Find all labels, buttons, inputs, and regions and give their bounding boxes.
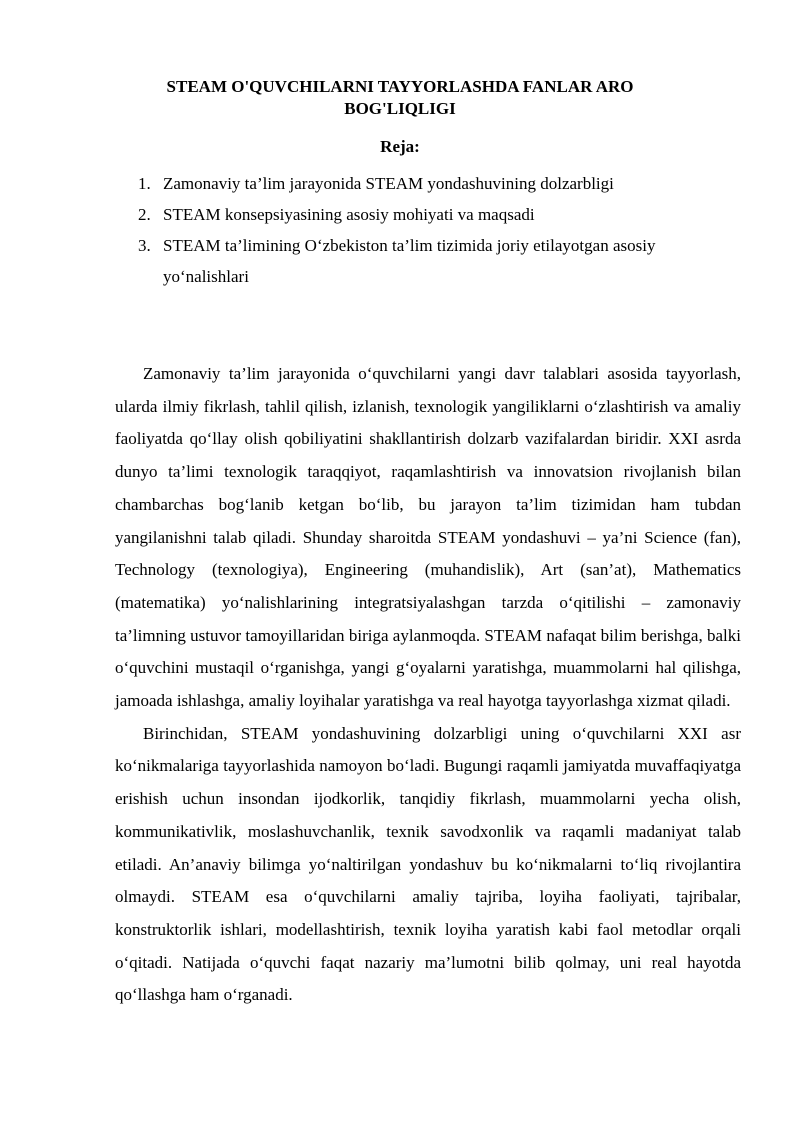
plan-item-text: Zamonaviy ta’lim jarayonida STEAM yondashuvining dolzarbligi bbox=[163, 174, 614, 193]
document-title: STEAM O'QUVCHILARNI TAYYORLASHDA FANLAR ARO BOG'LIQLIGI bbox=[166, 77, 634, 118]
body-paragraph: Zamonaviy ta’lim jarayonida o‘quvchilarni yangi davr talablari asosida tayyorlash, ularda ilmiy fikrlash, tahlil qilish, izlanish, texnologik yangiliklarni o‘zlashtirish va amaliy faoliyatda qo‘llay olish qobiliyatini shakllantirish dolzarb vazifalardan biridir. XXI asrda dunyo ta’limi texnologik taraqqiyot, raqamlashtirish va innovatsion rivojlanish bilan chambarchas bog‘lanib ketgan bo‘lib, bu jarayon ta’lim tizimidan ham tubdan yangilanishni talab qiladi. Shunday sharoitda STEAM yondashuvi – ya’ni Science (fan), Technology (texnologiya), Engineering (muhandislik), Art (san’at), Mathematics (matematika) yo‘nalishlarining integratsiyalashgan tarzda o‘qitilishi – zamonaviy ta’limning ustuvor tamoyillaridan biriga aylanmoqda. STEAM nafaqat bilim berishga, balki o‘quvchini mustaqil o‘rganishga, yangi g‘oyalarni yaratishga, muammolarni hal qilishga, jamoada ishlashga, amaliy loyihalar yaratishga va real hayotga tayyorlashga xizmat qiladi. bbox=[115, 364, 741, 711]
plan-item-number: 2. bbox=[138, 205, 151, 224]
plan-heading: Reja: bbox=[380, 137, 420, 156]
plan-item-text: STEAM ta’limining O‘zbekiston ta’lim tizimida joriy etilayotgan asosiy yo‘nalishlari bbox=[163, 236, 656, 286]
plan-item bbox=[138, 230, 738, 292]
body-paragraph: Birinchidan, STEAM yondashuvining dolzarbligi uning o‘quvchilarni XXI asr ko‘nikmalariga tayyorlashida namoyon bo‘ladi. Bugungi raqamli jamiyatda muvaffaqiyatga erishish uchun insondan ijodkorlik, tanqidiy fikrlash, muammolarni yecha olish, kommunikativlik, moslashuvchanlik, texnik savodxonlik va raqamli madaniyat talab etiladi. An’anaviy bilimga yo‘naltirilgan yondashuv bu ko‘nikmalarni to‘liq rivojlantira olmaydi. STEAM esa o‘quvchilarni amaliy tajriba, loyiha faoliyati, tajribalar, konstruktorlik ishlari, modellashtirish, texnik loyiha yaratish kabi faol metodlar orqali o‘qitadi. Natijada o‘quvchi faqat nazariy ma’lumotni bilib qolmay, uni real hayotda qo‘llashga ham o‘rganadi. bbox=[115, 723, 741, 1005]
plan-list bbox=[138, 168, 738, 292]
plan-item bbox=[138, 199, 738, 230]
body-text bbox=[115, 358, 741, 1012]
plan-item-text: STEAM konsepsiyasining asosiy mohiyati va maqsadi bbox=[163, 205, 535, 224]
plan-item-number: 1. bbox=[138, 174, 151, 193]
plan-item-number: 3. bbox=[138, 236, 151, 255]
plan-item bbox=[138, 168, 738, 199]
